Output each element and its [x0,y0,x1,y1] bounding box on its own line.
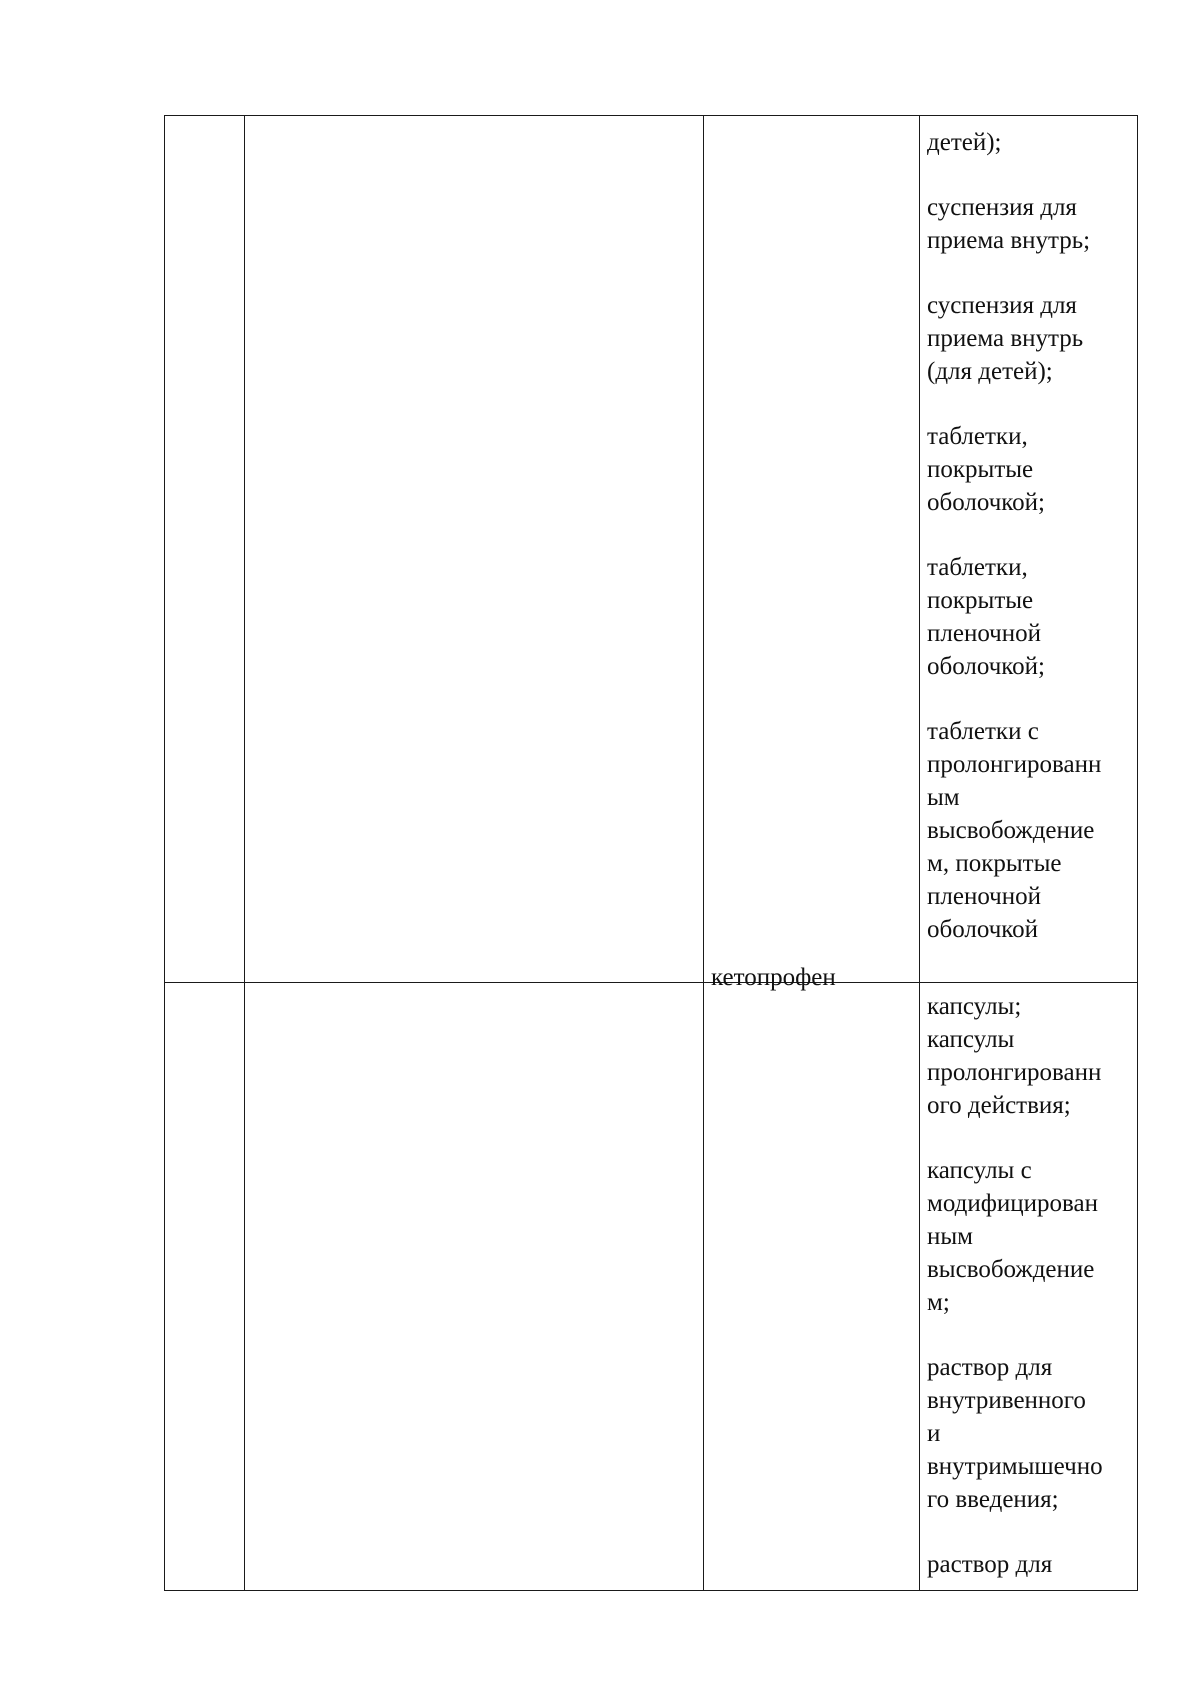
dosage-form-line: высвобождение [927,1256,1095,1283]
drug-name: кетопрофен [711,964,836,991]
group-name-cell [245,983,704,1591]
dosage-form-line: раствор для [927,1551,1053,1578]
dosage-form-entry [927,126,1129,159]
dosage-form-line: приема внутрь; [927,227,1091,254]
dosage-form-line: го введения; [927,1486,1059,1513]
dosage-form-entry [927,289,1129,388]
dosage-form-line: ным [927,1223,973,1250]
dosage-form-entry [927,191,1129,257]
dosage-form-line: модифицирован [927,1190,1098,1217]
dosage-form-line: покрытые [927,587,1034,614]
dosage-form-line: пленочной [927,883,1042,910]
dosage-form-line: м; [927,1289,950,1316]
code-cell [165,116,245,983]
dosage-forms-cell [920,983,1138,1591]
dosage-form-line: м, покрытые [927,850,1062,877]
dosage-form-line: таблетки с [927,718,1039,745]
dosage-form-line: высвобождение [927,817,1095,844]
dosage-form-line: внутривенного [927,1387,1086,1414]
dosage-form-entry [927,551,1129,683]
dosage-forms-cell [920,116,1138,983]
dosage-form-line: (для детей); [927,358,1053,385]
dosage-form-line: оболочкой [927,916,1039,943]
dosage-form-entry [927,420,1129,519]
drug-name-cell [704,964,920,1591]
dosage-form-line: раствор для [927,1354,1053,1381]
dosage-form-entry [927,715,1129,946]
dosage-form-line: покрытые [927,456,1034,483]
dosage-form-line: пленочной [927,620,1042,647]
dosage-form-line: оболочкой; [927,489,1045,516]
dosage-form-line: приема внутрь [927,325,1084,352]
dosage-form-line: ого действия; [927,1092,1071,1119]
dosage-form-line: таблетки, [927,423,1028,450]
dosage-form-line: ым [927,784,960,811]
dosage-form-line: суспензия для [927,292,1077,319]
dosage-form-line: капсулы [927,1026,1015,1053]
dosage-form-line: пролонгированн [927,1059,1102,1086]
medication-table [164,115,1138,1591]
code-cell [165,983,245,1591]
dosage-form-entry [927,1548,1129,1581]
drug-name-cell [704,116,920,983]
dosage-form-entry [927,1351,1129,1516]
table-row [165,116,1138,983]
dosage-form-entry [927,990,1129,1122]
dosage-form-line: пролонгированн [927,751,1102,778]
dosage-form-line: оболочкой; [927,653,1045,680]
group-name-cell [245,116,704,983]
table-row [165,983,1138,1591]
dosage-form-line: капсулы с [927,1157,1032,1184]
dosage-form-line: капсулы; [927,993,1022,1020]
dosage-form-line: и [927,1420,941,1447]
dosage-form-line: суспензия для [927,194,1077,221]
dosage-form-line: детей); [927,129,1002,156]
dosage-form-entry [927,1154,1129,1319]
dosage-form-line: таблетки, [927,554,1028,581]
dosage-form-line: внутримышечно [927,1453,1103,1480]
